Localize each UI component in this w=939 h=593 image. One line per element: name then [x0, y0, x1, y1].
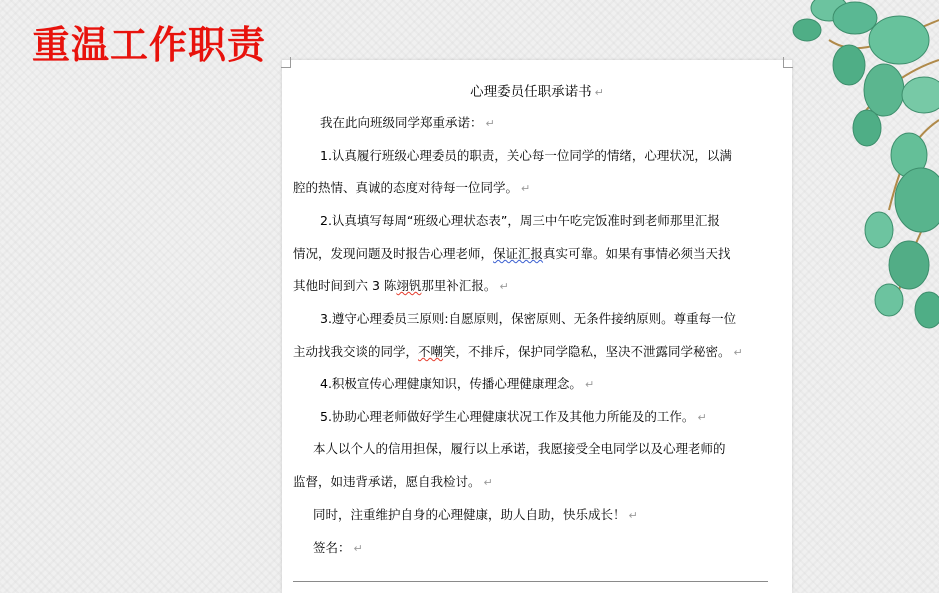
document-line: 4.积极宣传心理健康知识，传播心理健康理念。 ↵: [320, 376, 595, 391]
document-line: 监督，如违背承诺，愿自我检讨。 ↵: [293, 474, 493, 489]
document-page: [282, 60, 792, 593]
margin-corner-top-right: [783, 57, 793, 68]
document-line: 其他时间到六 3 陈翊钒那里补汇报。 ↵: [293, 278, 509, 293]
signature-line: 签名： ↵: [313, 540, 363, 555]
footer-divider: [293, 581, 768, 582]
document-line: 5.协助心理老师做好学生心理健康状况工作及其他力所能及的工作。 ↵: [320, 409, 707, 424]
slide-title: 重温工作职责: [32, 23, 267, 67]
document-line: 同时，注重维护自身的心理健康，助人自助，快乐成长！ ↵: [313, 507, 638, 522]
document-line: 本人以个人的信用担保，履行以上承诺，我愿接受全电同学以及心理老师的: [313, 441, 726, 456]
document-title: 心理委员任职承诺书 ↵: [470, 84, 604, 100]
document-line: 3.遵守心理委员三原则:自愿原则，保密原则、无条件接纳原则。尊重每一位: [320, 311, 737, 326]
document-line: 我在此向班级同学郑重承诺： ↵: [320, 115, 495, 130]
document-line: 情况，发现问题及时报告心理老师，保证汇报真实可靠。如果有事情必须当天找: [293, 246, 731, 261]
document-line: 2.认真填写每周“班级心理状态表”，周三中午吃完饭准时到老师那里汇报: [320, 213, 720, 228]
document-line: 主动找我交谈的同学，不嘲笑，不排斥，保护同学隐私，坚决不泄露同学秘密。 ↵: [293, 344, 743, 359]
margin-corner-top-left: [281, 57, 291, 68]
document-line: 1.认真履行班级心理委员的职责，关心每一位同学的情绪，心理状况，以满: [320, 148, 732, 163]
document-line: 腔的热情、真诚的态度对待每一位同学。 ↵: [293, 180, 531, 195]
